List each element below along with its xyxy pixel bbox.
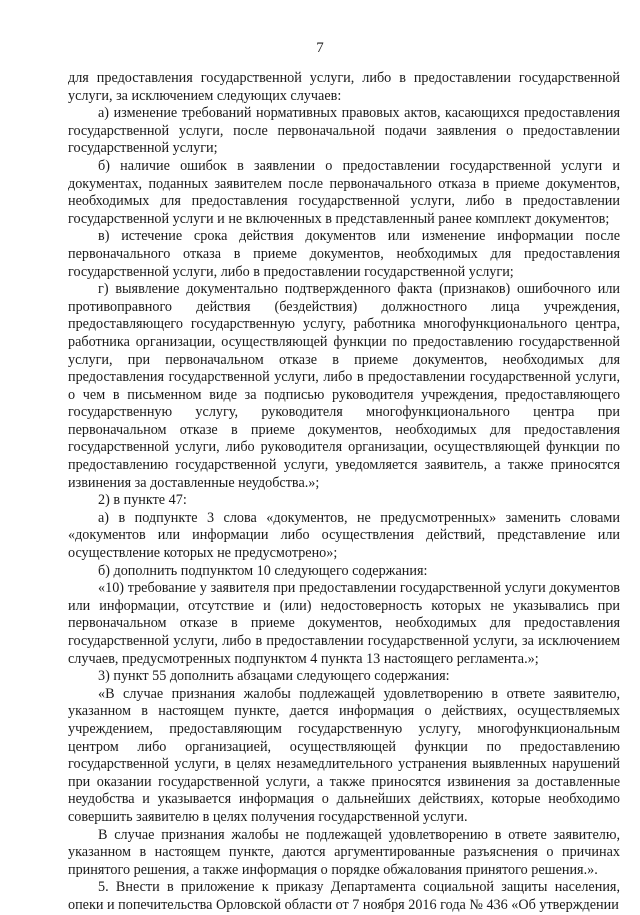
- paragraph-1: для предоставления государственной услуги, либо в предоставлении государственной услуги, за исключением следующих случаев:: [68, 70, 620, 104]
- paragraph-13: 5. Внести в приложение к приказу Департамента социальной защиты населения, опеки и попечительства Орловской области от 7 ноября 2016 года № 436 «Об утверждении: [68, 879, 620, 913]
- paragraph-2: а) изменение требований нормативных правовых актов, касающихся предоставления государственной услуги, после первоначальной подачи заявления о предоставлении государственной услуги;: [68, 105, 620, 157]
- paragraph-6: 2) в пункте 47:: [98, 492, 187, 509]
- document-body: [68, 70, 620, 915]
- paragraph-11: «В случае признания жалобы подлежащей удовлетворению в ответе заявителю, указанном в настоящем пункте, дается информация о действиях, осуществляемых учреждением, предоставляющим государственную услугу, многофункциональным центром либо организацией, осуществляющей функции по предоставлению государственной услуги, в целях незамедлительного устранения выявленных нарушений при оказании государственной услуги, а также приносятся извинения за доставленные неудобства и указывается информация о дальнейших действиях, которые необходимо совершить заявителю в целях получения государственной услуги.: [68, 685, 620, 825]
- paragraph-9: «10) требование у заявителя при предоставлении государственной услуги документов или информации, отсутствие и (или) недостоверность которых не указывались при первоначальном отказе в приеме документов, необходимых для предоставления государственной услуги, либо в предоставлении государственной услуги, за исключением случаев, предусмотренных подпунктом 4 пункта 13 настоящего регламента.»;: [68, 580, 620, 667]
- paragraph-4: в) истечение срока действия документов или изменение информации после первоначального отказа в приеме документов, необходимых для предоставления государственной услуги, либо в предоставлении государственной услуги;: [68, 228, 620, 280]
- page-number: 7: [316, 40, 324, 56]
- paragraph-8: б) дополнить подпунктом 10 следующего содержания:: [98, 562, 428, 579]
- paragraph-12: В случае признания жалобы не подлежащей удовлетворению в ответе заявителю, указанном в настоящем пункте, даются аргументированные разъяснения о причинах принятого решения, а также информация о порядке обжалования принятого решения.».: [68, 826, 620, 878]
- paragraph-7: а) в подпункте 3 слова «документов, не предусмотренных» заменить словами «документов или информации либо осуществления действий, представление или осуществление которых не предусмотрено»;: [68, 509, 620, 562]
- paragraph-5: г) выявление документально подтвержденного факта (признаков) ошибочного или противоправного действия (бездействия) должностного лица учреждения, предоставляющего государственную услугу, работника многофункционального центра, работника организации, осуществляющей функции по предоставлению государственной услуги, при первоначальном отказе в приеме документов, необходимых для предоставления государственной услуги, либо в предоставлении государственной услуги, о чем в письменном виде за подписью руководителя учреждения, предоставляющего государственную услугу, руководителя многофункционального центра при первоначальном отказе в приеме документов, необходимых для предоставления государственной услуги, либо руководителя организации, осуществляющей функции по предоставлению государственной услуги, уведомляется заявитель, а также приносятся извинения за доставленные неудобства.»;: [68, 281, 620, 491]
- paragraph-3: б) наличие ошибок в заявлении о предоставлении государственной услуги и документах, поданных заявителем после первоначального отказа в приеме документов, необходимых для предоставления государственной услуги, либо в предоставлении государственной услуги и не включенных в представленный ранее комплект документов;: [68, 157, 620, 227]
- paragraph-10: 3) пункт 55 дополнить абзацами следующего содержания:: [98, 668, 450, 685]
